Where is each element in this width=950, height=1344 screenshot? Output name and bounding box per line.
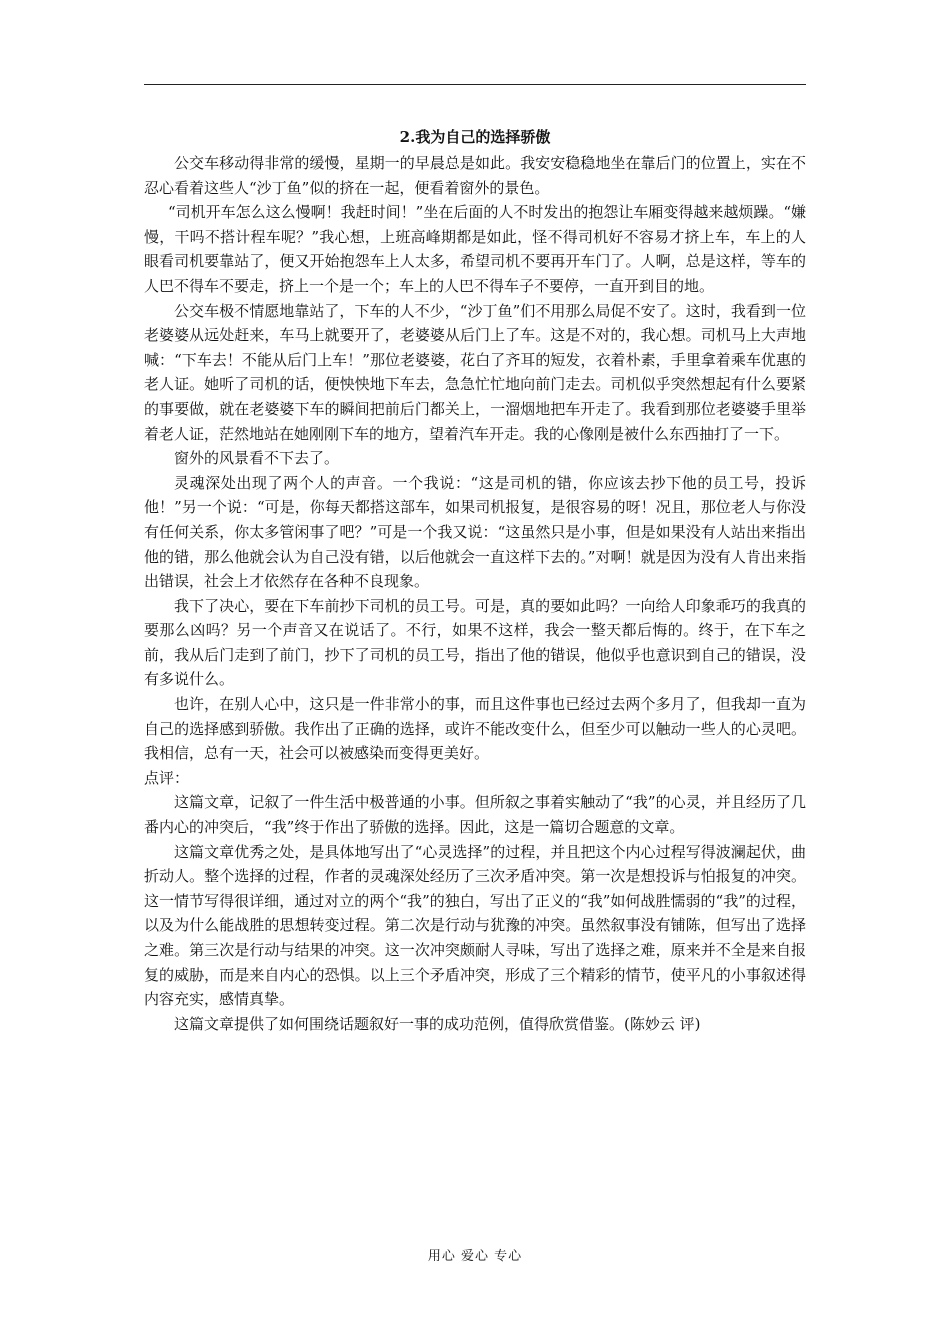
comment-heading: 点评： <box>144 768 190 787</box>
paragraph-4: 窗外的风景看不下去了。 <box>174 449 340 468</box>
header-rule <box>144 84 806 85</box>
paragraph-5: 灵魂深处出现了两个人的声音。一个我说：“这是司机的错，你应该去抄下他的员工号，投诉他！”另一个说：“可是，你每天都搭这部车，如果司机报复，是很容易的呀！况且，那位老人与你没有任何关系，你太多管闲事了吧？”可是一个我又说：“这虽然只是小事，但是如果没有人站出来指出他的错，那么他就会认为自己没有错，以后他就会一直这样下去的。”对啊！就是因为没有人肯出来指出错误，社会上才依然存在各种不良现象。 <box>144 473 806 591</box>
page-footer: 用心 爱心 专心 <box>427 1249 523 1264</box>
comment-paragraph-1: 这篇文章，记叙了一件生活中极普通的小事。但所叙之事着实触动了“我”的心灵，并且经历了几番内心的冲突后，“我”终于作出了骄傲的选择。因此，这是一篇切合题意的文章。 <box>144 793 806 837</box>
comment-paragraph-2: 这篇文章优秀之处，是具体地写出了“心灵选择”的过程，并且把这个内心过程写得波澜起伏，曲折动人。整个选择的过程，作者的灵魂深处经历了三次矛盾冲突。第一次是想投诉与怕报复的冲突。这一情节写得很详细，通过对立的两个“我”的独白，写出了正义的“我”如何战胜懦弱的“我”的过程，以及为什么能战胜的思想转变过程。第二次是行动与犹豫的冲突。虽然叙事没有铺陈，但写出了选择之难。第三次是行动与结果的冲突。这一次冲突颇耐人寻味，写出了选择之难，原来并不全是来自报复的威胁，而是来自内心的恐惧。以上三个矛盾冲突，形成了三个精彩的情节，使平凡的小事叙述得内容充实，感情真挚。 <box>144 842 806 1009</box>
document-title: 2.我为自己的选择骄傲 <box>399 128 551 146</box>
paragraph-3: 公交车极不情愿地靠站了，下车的人不少，“沙丁鱼”们不用那么局促不安了。这时，我看到一位老婆婆从远处赶来，车马上就要开了，老婆婆从后门上了车。这是不对的，我心想。司机马上大声地喊：“下车去！不能从后门上车！”那位老婆婆，花白了齐耳的短发，衣着朴素，手里拿着乘车优惠的老人证。她听了司机的话，便怏怏地下车去，急急忙忙地向前门走去。司机似乎突然想起有什么要紧的事要做，就在老婆婆下车的瞬间把前后门都关上，一溜烟地把车开走了。我看到那位老婆婆手里举着老人证，茫然地站在她刚刚下车的地方，望着汽车开走。我的心像刚是被什么东西抽打了一下。 <box>144 301 806 443</box>
paragraph-6: 我下了决心，要在下车前抄下司机的员工号。可是，真的要如此吗？一向给人印象乖巧的我真的要那么凶吗？另一个声音又在说话了。不行，如果不这样，我会一整天都后悔的。终于，在下车之前，我从后门走到了前门，抄下了司机的员工号，指出了他的错误，他似乎也意识到自己的错误，没有多说什么。 <box>144 596 806 689</box>
paragraph-7: 也许，在别人心中，这只是一件非常小的事，而且这件事也已经过去两个多月了，但我却一直为自己的选择感到骄傲。我作出了正确的选择，或许不能改变什么，但至少可以触动一些人的心灵吧。我相信，总有一天，社会可以被感染而变得更美好。 <box>144 695 806 763</box>
paragraph-1: 公交车移动得非常的缓慢，星期一的早晨总是如此。我安安稳稳地坐在靠后门的位置上，实在不忍心看着这些人“沙丁鱼”似的挤在一起，便看着窗外的景色。 <box>144 154 806 197</box>
paragraph-2: “司机开车怎么这么慢啊！我赶时间！”坐在后面的人不时发出的抱怨让车厢变得越来越烦躁。“嫌慢，干吗不搭计程车呢？”我心想，上班高峰期都是如此，怪不得司机好不容易才挤上车，车上的人眼看司机要靠站了，便又开始抱怨车上人太多，希望司机不要再开车门了。人啊，总是这样，等车的人巴不得车不要走，挤上一个是一个；车上的人巴不得车子不要停，一直开到目的地。 <box>144 203 807 295</box>
document-body <box>144 124 806 1036</box>
comment-paragraph-3: 这篇文章提供了如何围绕话题叙好一事的成功范例，值得欣赏借鉴。(陈妙云 评) <box>174 1014 701 1033</box>
